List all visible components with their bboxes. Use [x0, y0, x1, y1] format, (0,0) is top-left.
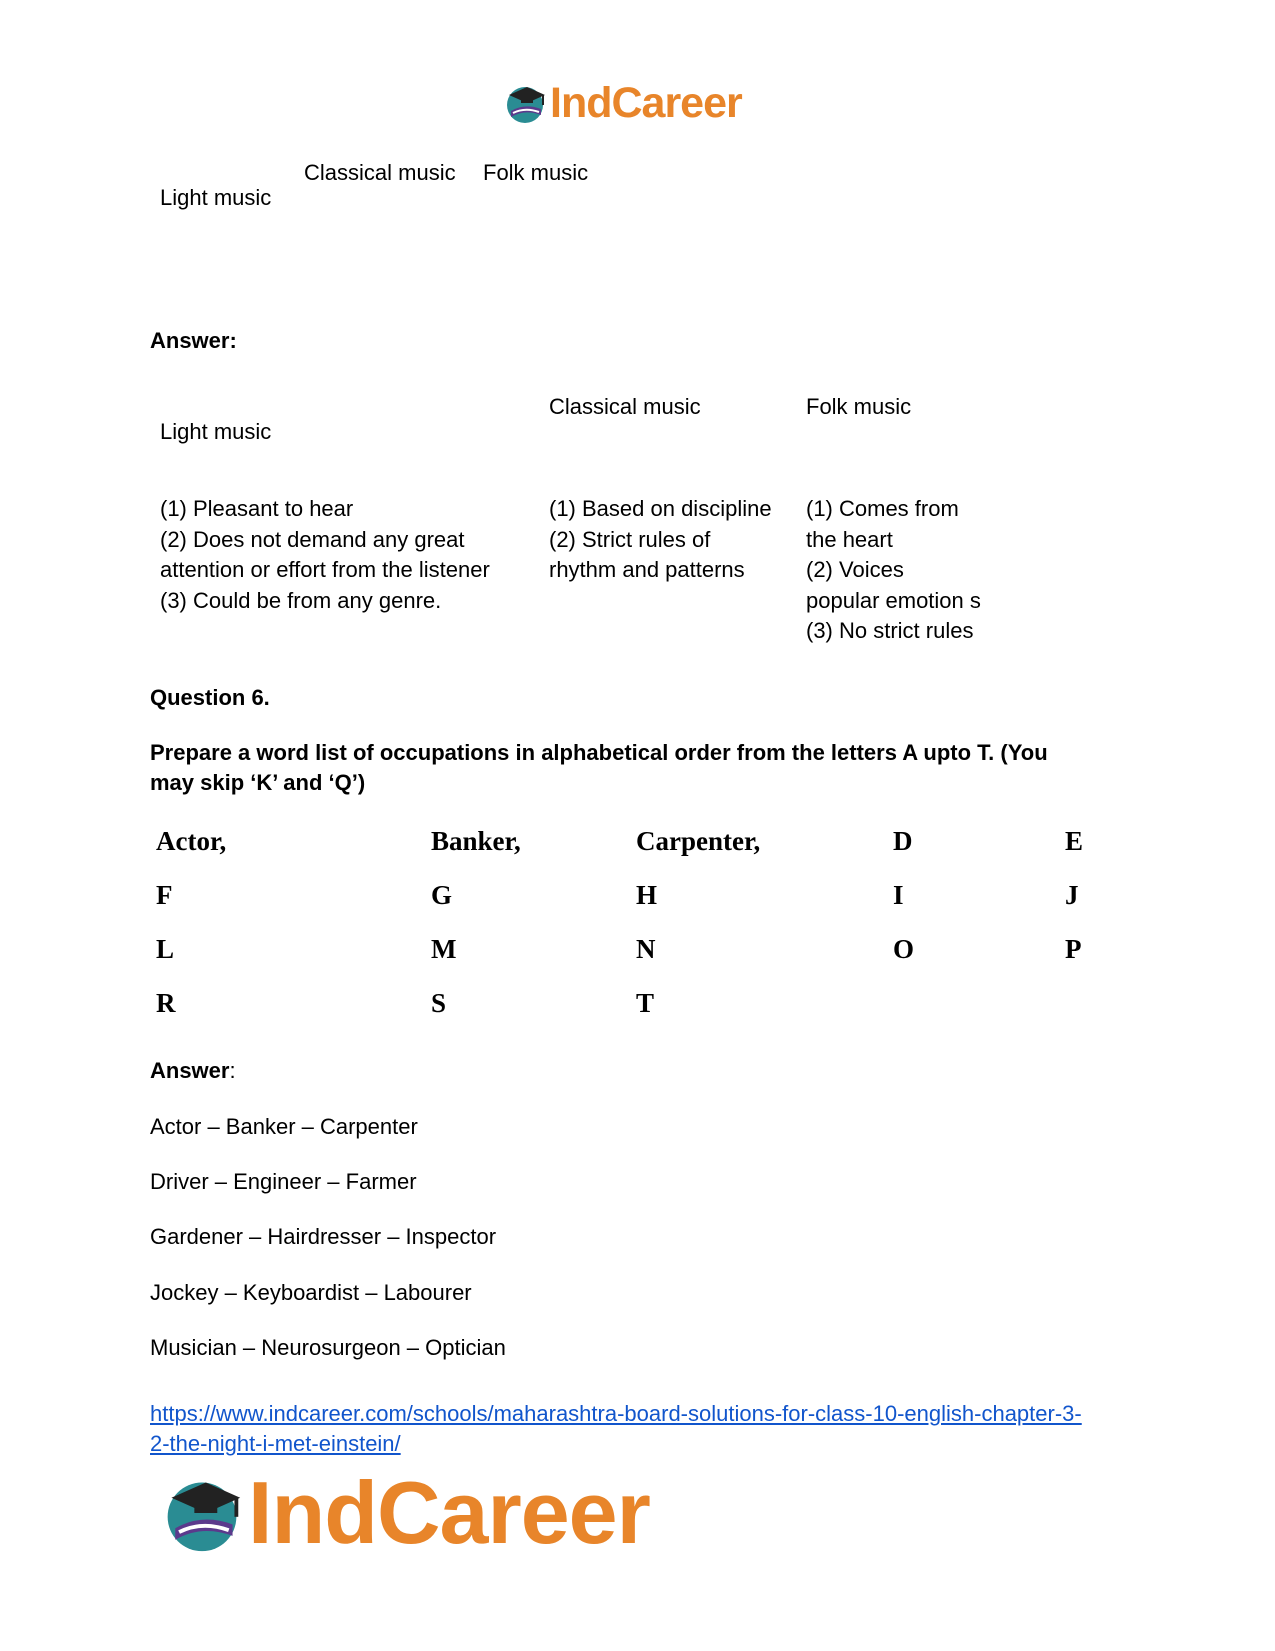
answer-2-label	[150, 1056, 236, 1086]
table-header-folk: Folk music	[806, 394, 912, 419]
answer-2-label-colon: :	[229, 1058, 236, 1083]
list-item: (1) Based on discipline	[549, 496, 772, 521]
list-item: (3) No strict rules	[806, 618, 974, 643]
answer-line: Musician – Neurosurgeon – Optician	[150, 1335, 506, 1360]
question-text-line-2: may skip ‘K’ and ‘Q’)	[150, 770, 366, 795]
classical-music-list	[549, 494, 772, 586]
answer-line: Gardener – Hairdresser – Inspector	[150, 1224, 497, 1249]
intro-header-light: Light music	[160, 185, 272, 210]
grid-cell: O	[893, 934, 915, 964]
answer-label: Answer:	[150, 328, 237, 353]
brand-name: IndCareer	[248, 1463, 650, 1562]
answer-2-label-word: Answer	[150, 1058, 230, 1083]
graduation-cap-globe-icon	[160, 1471, 244, 1555]
folk-music-list	[806, 494, 981, 647]
list-item: (2) Voices	[806, 557, 904, 582]
grid-cell: H	[636, 880, 658, 910]
grid-cell: Actor,	[156, 826, 227, 856]
grid-cell: J	[1065, 880, 1079, 910]
answer-line: Jockey – Keyboardist – Labourer	[150, 1280, 472, 1305]
table-header-classical: Classical music	[549, 394, 701, 419]
list-item: attention or effort from the listener	[160, 557, 490, 582]
grid-cell: Carpenter,	[636, 826, 761, 856]
grid-cell: L	[156, 934, 175, 964]
grid-cell: Banker,	[431, 826, 521, 856]
table-header-light: Light music	[160, 419, 272, 444]
graduation-cap-globe-icon	[503, 81, 547, 125]
source-link-line-1-wrap	[150, 1399, 1082, 1429]
question-text-line-1: Prepare a word list of occupations in alphabetical order from the letters A upto T. (You	[150, 740, 1048, 765]
list-item: (2) Strict rules of	[549, 526, 711, 552]
grid-cell: F	[156, 880, 173, 910]
indcareer-logo-top	[503, 78, 742, 128]
source-link-line-1[interactable]: https://www.indcareer.com/schools/maharashtra-board-solutions-for-class-10-english-chapter-3-	[150, 1401, 1082, 1426]
list-item: the heart	[806, 526, 893, 552]
list-item: (3) Could be from any genre.	[160, 587, 442, 613]
list-item: (1) Comes from	[806, 496, 959, 521]
grid-cell: R	[156, 988, 176, 1018]
answer-line: Actor – Banker – Carpenter	[150, 1114, 418, 1139]
grid-cell: M	[431, 934, 457, 964]
source-link-line-2[interactable]: 2-the-night-i-met-einstein/	[150, 1431, 401, 1456]
intro-header-folk: Folk music	[483, 160, 589, 185]
grid-cell: N	[636, 934, 656, 964]
list-item: (1) Pleasant to hear	[160, 496, 354, 521]
grid-cell: E	[1065, 826, 1084, 856]
list-item: rhythm and patterns	[549, 557, 745, 582]
grid-cell: I	[893, 880, 904, 910]
grid-cell: P	[1065, 934, 1082, 964]
brand-name: IndCareer	[550, 78, 742, 127]
indcareer-logo-bottom	[160, 1463, 650, 1562]
grid-cell: D	[893, 826, 913, 856]
grid-cell: G	[431, 880, 453, 910]
list-item: popular emotion s	[806, 587, 981, 613]
question-number: Question 6.	[150, 685, 270, 710]
source-link-line-2-wrap	[150, 1429, 401, 1459]
intro-header-classical: Classical music	[304, 160, 456, 185]
list-item: (2) Does not demand any great	[160, 526, 465, 552]
grid-cell: S	[431, 988, 447, 1018]
grid-cell: T	[636, 988, 655, 1018]
light-music-list	[160, 494, 490, 616]
answer-line: Driver – Engineer – Farmer	[150, 1169, 417, 1194]
